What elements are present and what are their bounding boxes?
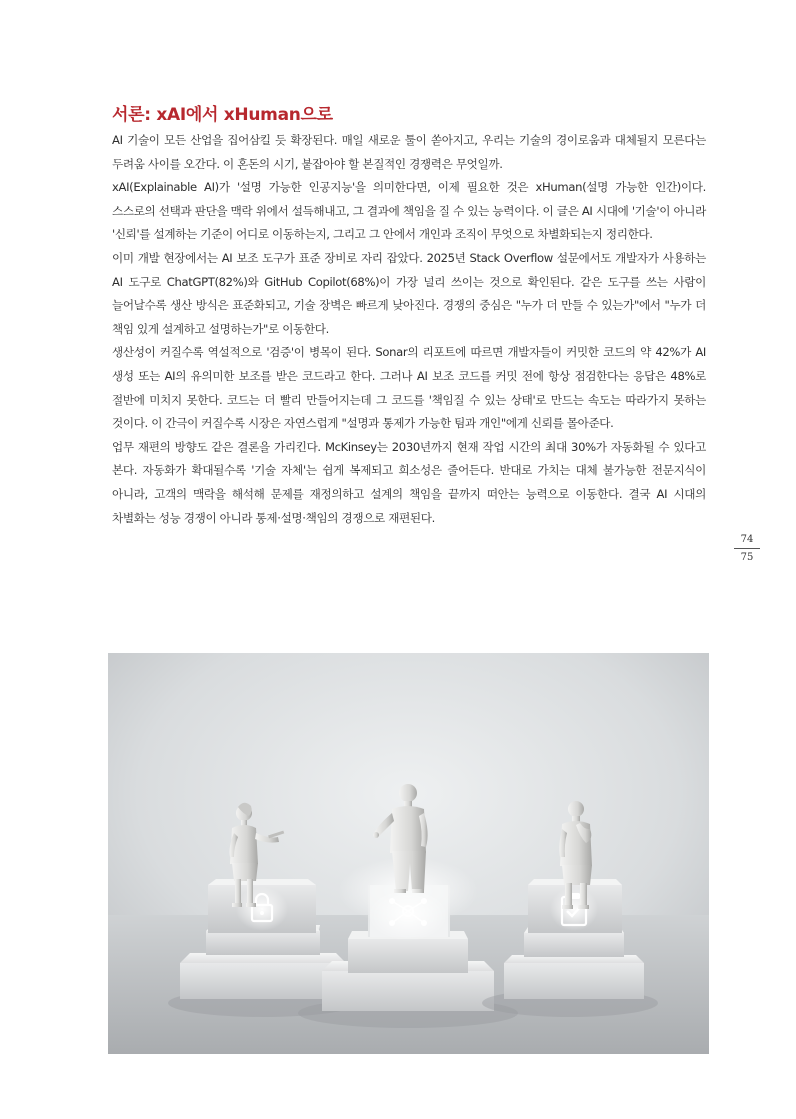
paragraph: 업무 재편의 방향도 같은 결론을 가리킨다. McKinsey는 2030년까지 현재 작업 시간의 최대 30%가 자동화될 수 있다고 본다. 자동화가 확대될수록 '기술 자체'는 쉽게 복제되고 희소성은 줄어든다. 반대로 가치는 대체 불가능한 전문지식이 아니라, 고객의 맥락을 해석해 문제를 재정의하고 설계의 책임을 끝까지 떠안는 능력으로 이동한다. 결국 AI 시대의 차별화는 성능 경쟁이 아니라 통제·설명·책임의 경쟁으로 재편된다.	[112, 439, 706, 525]
right-page-number: 75	[740, 552, 754, 563]
body-text	[112, 129, 706, 530]
illustration-photo	[108, 653, 709, 1054]
left-page-number: 74	[740, 534, 754, 545]
section-heading: 서론: xAI에서 xHuman으로	[112, 105, 333, 125]
page-numbers	[734, 533, 760, 564]
clipboard-check-icon	[550, 887, 598, 931]
page-number-divider	[734, 548, 760, 549]
paragraph: xAI(Explainable AI)가 '설명 가능한 인공지능'을 의미한다면, 이제 필요한 것은 xHuman(설명 가능한 인간)이다. 스스로의 선택과 판단을 맥락 위에서 설득해내고, 그 결과에 책임을 질 수 있는 능력이다. 이 글은 AI 시대에 '기술'이 아니라 '신뢰'를 설계하는 기준이 어디로 이동하는지, 그리고 그 안에서 개인과 조직이 무엇으로 차별화되는지 정리한다.	[112, 180, 706, 242]
network-icon	[368, 889, 448, 941]
paragraph: 이미 개발 현장에서는 AI 보조 도구가 표준 장비로 자리 잡았다. 2025년 Stack Overflow 설문에서도 개발자가 사용하는 AI 도구로 ChatGPT(82%)와 GitHub Copilot(68%)이 가장 널리 쓰이는 것으로 확인된다. 같은 도구를 쓰는 사람이 늘어날수록 생산 방식은 표준화되고, 기술 장벽은 빠르게 낮아진다. 경쟁의 중심은 "누가 더 만들 수 있는가"에서 "누가 더 책임 있게 설계하고 설명하는가"로 이동한다.	[112, 250, 706, 336]
paragraph: 생산성이 커질수록 역설적으로 '검증'이 병목이 된다. Sonar의 리포트에 따르면 개발자들이 커밋한 코드의 약 42%가 AI 생성 또는 AI의 유의미한 보조를 받은 코드라고 한다. 그러나 AI 보조 코드를 커밋 전에 항상 점검한다는 응답은 48%로 절반에 미치지 못한다. 코드는 더 빨리 만들어지는데 그 코드를 '책임질 수 있는 상태'로 만드는 속도는 따라가지 못하는 것이다. 이 간극이 커질수록 시장은 자연스럽게 "설명과 통제가 가능한 팀과 개인"에게 신뢰를 몰아준다.	[112, 345, 706, 431]
lock-icon	[236, 887, 288, 931]
paragraph: AI 기술이 모든 산업을 집어삼킬 듯 확장된다. 매일 새로운 툴이 쏟아지고, 우리는 기술의 경이로움과 대체될지 모른다는 두려움 사이를 오간다. 이 혼돈의 시기, 붙잡아야 할 본질적인 경쟁력은 무엇일까.	[112, 133, 706, 171]
